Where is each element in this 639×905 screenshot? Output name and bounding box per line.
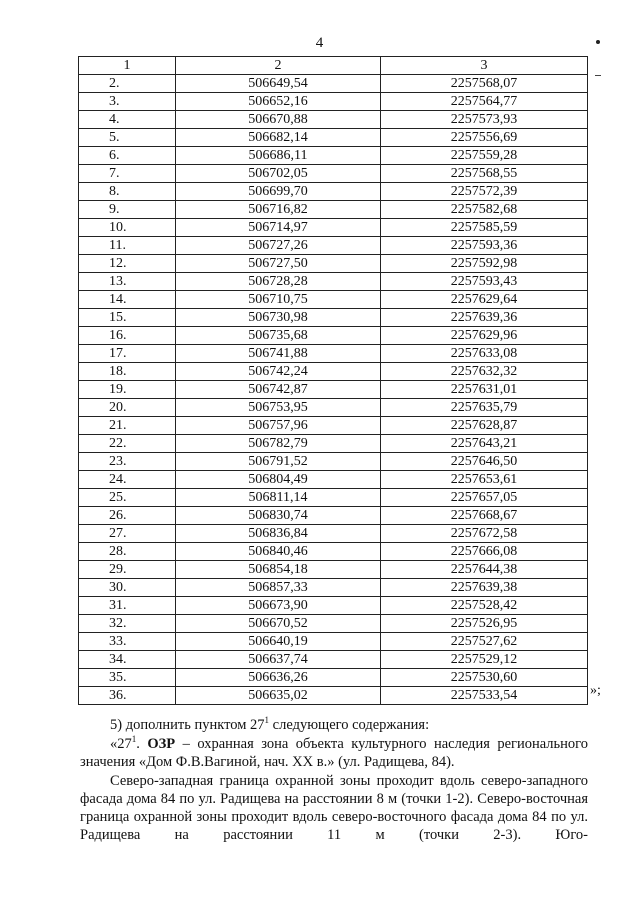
y-coordinate-cell: 2257632,32 [381, 363, 588, 381]
table-row [79, 147, 588, 165]
x-coordinate-cell: 506682,14 [176, 129, 381, 147]
y-coordinate-cell: 2257572,39 [381, 183, 588, 201]
x-coordinate-cell: 506636,26 [176, 669, 381, 687]
scan-dot-mark [596, 40, 600, 44]
point-number-cell: 21. [79, 417, 176, 435]
y-coordinate-cell: 2257672,58 [381, 525, 588, 543]
x-coordinate-cell: 506857,33 [176, 579, 381, 597]
point-number-cell: 11. [79, 237, 176, 255]
x-coordinate-cell: 506735,68 [176, 327, 381, 345]
x-coordinate-cell: 506652,16 [176, 93, 381, 111]
table-row [79, 543, 588, 561]
x-coordinate-cell: 506649,54 [176, 75, 381, 93]
y-coordinate-cell: 2257629,64 [381, 291, 588, 309]
item-27-block [80, 735, 588, 771]
x-coordinate-cell: 506640,19 [176, 633, 381, 651]
table-header-row [79, 57, 588, 75]
table-row [79, 597, 588, 615]
table-row [79, 471, 588, 489]
table-row [79, 525, 588, 543]
table-row [79, 633, 588, 651]
table-row [79, 75, 588, 93]
table-row [79, 327, 588, 345]
y-coordinate-cell: 2257657,05 [381, 489, 588, 507]
table-row [79, 309, 588, 327]
x-coordinate-cell: 506673,90 [176, 597, 381, 615]
point-number-cell: 25. [79, 489, 176, 507]
point-number-cell: 28. [79, 543, 176, 561]
y-coordinate-cell: 2257592,98 [381, 255, 588, 273]
table-row [79, 291, 588, 309]
y-coordinate-cell: 2257559,28 [381, 147, 588, 165]
zone-code: ОЗР [147, 736, 176, 752]
y-coordinate-cell: 2257646,50 [381, 453, 588, 471]
boundary-description [80, 772, 588, 844]
point-number-cell: 13. [79, 273, 176, 291]
table-row [79, 129, 588, 147]
point-number-cell: 22. [79, 435, 176, 453]
coordinates-table [78, 56, 588, 705]
table-row [79, 363, 588, 381]
item-5-suffix: следующего содержания: [269, 717, 430, 733]
x-coordinate-cell: 506702,05 [176, 165, 381, 183]
table-row [79, 651, 588, 669]
header-cell-point: 1 [79, 57, 176, 75]
y-coordinate-cell: 2257568,55 [381, 165, 588, 183]
x-coordinate-cell: 506753,95 [176, 399, 381, 417]
table-row [79, 669, 588, 687]
point-number-cell: 6. [79, 147, 176, 165]
table-row [79, 507, 588, 525]
table-row [79, 201, 588, 219]
table-row [79, 255, 588, 273]
x-coordinate-cell: 506741,88 [176, 345, 381, 363]
point-number-cell: 29. [79, 561, 176, 579]
point-number-cell: 27. [79, 525, 176, 543]
y-coordinate-cell: 2257593,36 [381, 237, 588, 255]
y-coordinate-cell: 2257668,67 [381, 507, 588, 525]
y-coordinate-cell: 2257556,69 [381, 129, 588, 147]
item-5-superscript: 1 [264, 715, 270, 726]
table-row [79, 417, 588, 435]
y-coordinate-cell: 2257639,36 [381, 309, 588, 327]
x-coordinate-cell: 506714,97 [176, 219, 381, 237]
x-coordinate-cell: 506836,84 [176, 525, 381, 543]
y-coordinate-cell: 2257528,42 [381, 597, 588, 615]
x-coordinate-cell: 506742,87 [176, 381, 381, 399]
y-coordinate-cell: 2257629,96 [381, 327, 588, 345]
table-row [79, 381, 588, 399]
table-row [79, 435, 588, 453]
point-number-cell: 15. [79, 309, 176, 327]
x-coordinate-cell: 506710,75 [176, 291, 381, 309]
x-coordinate-cell: 506730,98 [176, 309, 381, 327]
header-cell-x: 2 [176, 57, 381, 75]
x-coordinate-cell: 506728,28 [176, 273, 381, 291]
table-row [79, 345, 588, 363]
point-number-cell: 31. [79, 597, 176, 615]
y-coordinate-cell: 2257635,79 [381, 399, 588, 417]
y-coordinate-cell: 2257529,12 [381, 651, 588, 669]
amendment-item-5 [80, 716, 588, 734]
header-cell-y: 3 [381, 57, 588, 75]
table-row [79, 165, 588, 183]
item-27-number: «27 [110, 736, 132, 752]
x-coordinate-cell: 506686,11 [176, 147, 381, 165]
table-row [79, 111, 588, 129]
x-coordinate-cell: 506791,52 [176, 453, 381, 471]
point-number-cell: 26. [79, 507, 176, 525]
point-number-cell: 34. [79, 651, 176, 669]
point-number-cell: 7. [79, 165, 176, 183]
y-coordinate-cell: 2257564,77 [381, 93, 588, 111]
table-row [79, 273, 588, 291]
point-number-cell: 35. [79, 669, 176, 687]
x-coordinate-cell: 506757,96 [176, 417, 381, 435]
x-coordinate-cell: 506670,88 [176, 111, 381, 129]
x-coordinate-cell: 506699,70 [176, 183, 381, 201]
x-coordinate-cell: 506854,18 [176, 561, 381, 579]
point-number-cell: 20. [79, 399, 176, 417]
x-coordinate-cell: 506716,82 [176, 201, 381, 219]
table-row [79, 489, 588, 507]
x-coordinate-cell: 506727,26 [176, 237, 381, 255]
x-coordinate-cell: 506637,74 [176, 651, 381, 669]
table-row [79, 399, 588, 417]
point-number-cell: 30. [79, 579, 176, 597]
x-coordinate-cell: 506727,50 [176, 255, 381, 273]
point-number-cell: 10. [79, 219, 176, 237]
y-coordinate-cell: 2257582,68 [381, 201, 588, 219]
y-coordinate-cell: 2257585,59 [381, 219, 588, 237]
point-number-cell: 19. [79, 381, 176, 399]
x-coordinate-cell: 506782,79 [176, 435, 381, 453]
y-coordinate-cell: 2257628,87 [381, 417, 588, 435]
point-number-cell: 2. [79, 75, 176, 93]
y-coordinate-cell: 2257631,01 [381, 381, 588, 399]
x-coordinate-cell: 506742,24 [176, 363, 381, 381]
point-number-cell: 5. [79, 129, 176, 147]
table-row [79, 219, 588, 237]
table-closing-quote: »; [590, 683, 601, 698]
scan-dash-mark [595, 75, 601, 76]
point-number-cell: 8. [79, 183, 176, 201]
table-row [79, 453, 588, 471]
point-number-cell: 36. [79, 687, 176, 705]
y-coordinate-cell: 2257593,43 [381, 273, 588, 291]
y-coordinate-cell: 2257653,61 [381, 471, 588, 489]
x-coordinate-cell: 506670,52 [176, 615, 381, 633]
item-5-paragraph [80, 716, 588, 734]
x-coordinate-cell: 506840,46 [176, 543, 381, 561]
point-number-cell: 23. [79, 453, 176, 471]
table-row [79, 183, 588, 201]
point-number-cell: 4. [79, 111, 176, 129]
point-number-cell: 14. [79, 291, 176, 309]
point-number-cell: 18. [79, 363, 176, 381]
point-number-cell: 32. [79, 615, 176, 633]
table-row [79, 561, 588, 579]
item-27-paragraph [80, 735, 588, 771]
x-coordinate-cell: 506811,14 [176, 489, 381, 507]
item-27-superscript: 1 [131, 734, 137, 745]
table-row [79, 615, 588, 633]
x-coordinate-cell: 506830,74 [176, 507, 381, 525]
y-coordinate-cell: 2257643,21 [381, 435, 588, 453]
y-coordinate-cell: 2257527,62 [381, 633, 588, 651]
x-coordinate-cell: 506804,49 [176, 471, 381, 489]
item-27-dot: . [136, 736, 148, 752]
item-27-description: – охранная зона объекта культурного наследия регионального значения «Дом Ф.В.Вагиной, нач. XX в.» (ул. Радищева, 84). [80, 736, 588, 770]
point-number-cell: 24. [79, 471, 176, 489]
point-number-cell: 12. [79, 255, 176, 273]
point-number-cell: 9. [79, 201, 176, 219]
y-coordinate-cell: 2257633,08 [381, 345, 588, 363]
item-5-prefix: 5) дополнить пунктом 27 [110, 717, 265, 733]
point-number-cell: 17. [79, 345, 176, 363]
y-coordinate-cell: 2257526,95 [381, 615, 588, 633]
y-coordinate-cell: 2257666,08 [381, 543, 588, 561]
y-coordinate-cell: 2257573,93 [381, 111, 588, 129]
y-coordinate-cell: 2257639,38 [381, 579, 588, 597]
y-coordinate-cell: 2257533,54 [381, 687, 588, 705]
point-number-cell: 16. [79, 327, 176, 345]
y-coordinate-cell: 2257530,60 [381, 669, 588, 687]
table-row [79, 237, 588, 255]
table-row [79, 687, 588, 705]
boundary-paragraph: Северо-западная граница охранной зоны проходит вдоль северо-западного фасада дома 84 по ул. Радищева на расстоянии 8 м (точки 1-2). Северо-восточная граница охранной зоны проходит вдоль северо-восточного фасада дома 84 по ул. Радищева на расстоянии 11 м (точки 2-3). Юго- [80, 773, 588, 843]
y-coordinate-cell: 2257644,38 [381, 561, 588, 579]
x-coordinate-cell: 506635,02 [176, 687, 381, 705]
y-coordinate-cell: 2257568,07 [381, 75, 588, 93]
table-row [79, 579, 588, 597]
page-number: 4 [315, 35, 324, 51]
table-row [79, 93, 588, 111]
point-number-cell: 33. [79, 633, 176, 651]
point-number-cell: 3. [79, 93, 176, 111]
